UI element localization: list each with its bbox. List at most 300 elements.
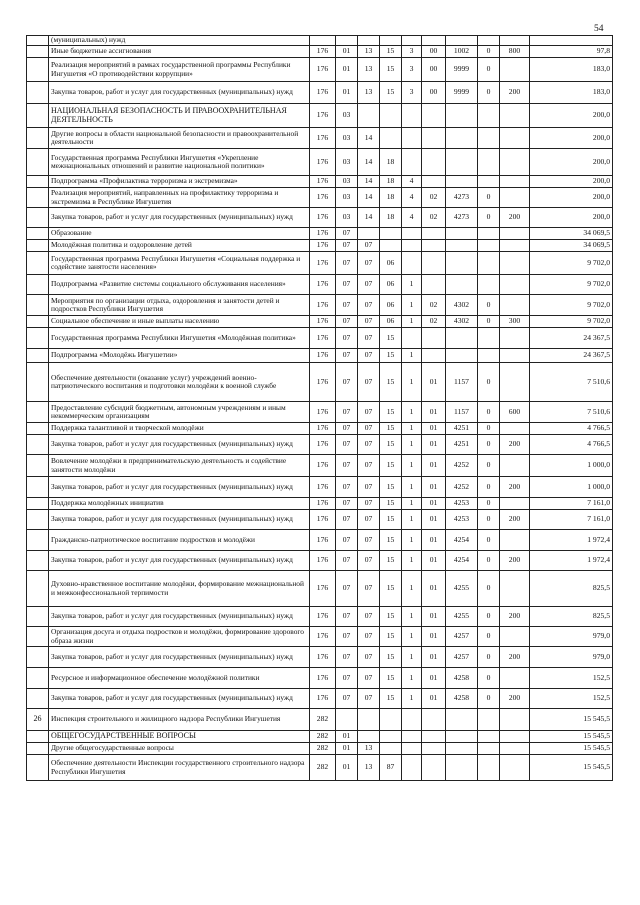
code-direction-cell <box>446 709 478 731</box>
code-subprogram-cell: 1 <box>402 607 422 627</box>
table-row <box>27 530 613 551</box>
item-name-cell: НАЦИОНАЛЬНАЯ БЕЗОПАСНОСТЬ И ПРАВООХРАНИТЕЛЬНАЯ ДЕЯТЕЛЬНОСТЬ <box>49 104 310 128</box>
code-subprogram-cell <box>402 240 422 252</box>
code-section-cell: 07 <box>336 668 358 689</box>
code-main-event-cell: 01 <box>422 510 446 530</box>
code-main-event-cell: 00 <box>422 58 446 82</box>
code-subsection-cell: 07 <box>358 647 380 668</box>
code-admin-cell: 282 <box>310 755 336 781</box>
table-row <box>27 551 613 571</box>
code-main-event-cell: 01 <box>422 607 446 627</box>
code-main-event-cell: 01 <box>422 363 446 402</box>
item-name-cell: Вовлечение молодёжи в предпринимательскую деятельность и содействие занятости молодёжи <box>49 455 310 477</box>
item-name-cell: Обеспечение деятельности (оказание услуг) учреждений военно-патриотического воспитания и подготовки молодёжи к военной службе <box>49 363 310 402</box>
code-admin-cell: 176 <box>310 477 336 498</box>
amount-cell: 200,0 <box>530 128 613 149</box>
code-program-cell: 15 <box>380 455 402 477</box>
code-program-cell: 15 <box>380 82 402 104</box>
code-admin-cell: 176 <box>310 689 336 709</box>
code-direction-cell: 4255 <box>446 607 478 627</box>
code-subsection-cell: 07 <box>358 607 380 627</box>
code-program-cell: 18 <box>380 208 402 228</box>
code-expense-type-cell: 800 <box>500 46 530 58</box>
code-extra-cell: 0 <box>478 571 500 607</box>
code-admin-cell: 176 <box>310 208 336 228</box>
code-expense-type-cell <box>500 627 530 647</box>
row-number-cell <box>27 82 49 104</box>
amount-cell: 9 702,0 <box>530 275 613 295</box>
table-row <box>27 402 613 423</box>
code-section-cell: 01 <box>336 731 358 743</box>
code-subprogram-cell: 1 <box>402 477 422 498</box>
code-admin-cell: 176 <box>310 530 336 551</box>
code-program-cell: 06 <box>380 295 402 316</box>
code-section-cell <box>336 709 358 731</box>
code-extra-cell: 0 <box>478 423 500 435</box>
amount-cell: 4 766,5 <box>530 423 613 435</box>
code-extra-cell <box>478 349 500 363</box>
code-admin-cell: 176 <box>310 423 336 435</box>
code-expense-type-cell <box>500 295 530 316</box>
page-number: 54 <box>594 24 604 34</box>
amount-cell: 200,0 <box>530 188 613 208</box>
table-row <box>27 607 613 627</box>
code-section-cell: 07 <box>336 316 358 328</box>
code-program-cell: 15 <box>380 689 402 709</box>
item-name-cell: Поддержка молодёжных инициатив <box>49 498 310 510</box>
code-section-cell: 01 <box>336 743 358 755</box>
amount-cell: 1 000,0 <box>530 477 613 498</box>
code-direction-cell <box>446 36 478 46</box>
code-extra-cell: 0 <box>478 188 500 208</box>
item-name-cell: Закупка товаров, работ и услуг для государственных (муниципальных) нужд <box>49 647 310 668</box>
amount-cell: 1 972,4 <box>530 551 613 571</box>
table-row <box>27 627 613 647</box>
code-admin-cell: 176 <box>310 104 336 128</box>
table-row <box>27 252 613 275</box>
budget-table <box>26 35 613 781</box>
code-subprogram-cell <box>402 228 422 240</box>
table-row <box>27 647 613 668</box>
code-admin-cell: 176 <box>310 82 336 104</box>
row-number-cell <box>27 128 49 149</box>
row-number-cell <box>27 530 49 551</box>
code-admin-cell: 176 <box>310 627 336 647</box>
item-name-cell: Инспекция строительного и жилищного надзора Республики Ингушетия <box>49 709 310 731</box>
code-admin-cell: 176 <box>310 176 336 188</box>
code-section-cell: 07 <box>336 477 358 498</box>
code-direction-cell: 4253 <box>446 510 478 530</box>
amount-cell: 152,5 <box>530 689 613 709</box>
code-expense-type-cell <box>500 455 530 477</box>
code-subsection-cell: 13 <box>358 743 380 755</box>
item-name-cell: Закупка товаров, работ и услуг для государственных (муниципальных) нужд <box>49 435 310 455</box>
code-program-cell: 15 <box>380 435 402 455</box>
amount-cell: 97,8 <box>530 46 613 58</box>
code-subprogram-cell <box>402 252 422 275</box>
code-subsection-cell: 07 <box>358 571 380 607</box>
code-direction-cell: 4254 <box>446 530 478 551</box>
code-expense-type-cell <box>500 104 530 128</box>
code-main-event-cell: 00 <box>422 82 446 104</box>
code-subsection-cell: 07 <box>358 328 380 349</box>
item-name-cell: Подпрограмма «Молодёжь Ингушетии» <box>49 349 310 363</box>
code-subprogram-cell: 1 <box>402 295 422 316</box>
code-subprogram-cell <box>402 36 422 46</box>
table-row <box>27 498 613 510</box>
row-number-cell <box>27 149 49 176</box>
code-expense-type-cell: 200 <box>500 435 530 455</box>
row-number-cell <box>27 571 49 607</box>
code-program-cell: 15 <box>380 607 402 627</box>
row-number-cell <box>27 36 49 46</box>
code-expense-type-cell: 200 <box>500 208 530 228</box>
code-expense-type-cell <box>500 498 530 510</box>
row-number-cell <box>27 435 49 455</box>
code-expense-type-cell: 600 <box>500 402 530 423</box>
code-subsection-cell: 07 <box>358 423 380 435</box>
amount-cell: 15 545,5 <box>530 755 613 781</box>
item-name-cell: Государственная программа Республики Ингушетия «Социальная поддержка и содействие занятости населения» <box>49 252 310 275</box>
amount-cell: 15 545,5 <box>530 709 613 731</box>
code-admin-cell: 282 <box>310 731 336 743</box>
code-program-cell: 15 <box>380 510 402 530</box>
code-expense-type-cell <box>500 149 530 176</box>
code-subsection-cell: 07 <box>358 668 380 689</box>
code-subprogram-cell: 3 <box>402 82 422 104</box>
code-expense-type-cell: 200 <box>500 607 530 627</box>
code-program-cell: 06 <box>380 316 402 328</box>
item-name-cell: Закупка товаров, работ и услуг для государственных (муниципальных) нужд <box>49 82 310 104</box>
row-number-cell <box>27 104 49 128</box>
amount-cell: 34 069,5 <box>530 228 613 240</box>
code-extra-cell <box>478 755 500 781</box>
code-admin-cell: 176 <box>310 363 336 402</box>
item-name-cell: Закупка товаров, работ и услуг для государственных (муниципальных) нужд <box>49 551 310 571</box>
table-row <box>27 58 613 82</box>
code-subsection-cell <box>358 36 380 46</box>
code-extra-cell <box>478 240 500 252</box>
row-number-cell <box>27 755 49 781</box>
row-number-cell <box>27 477 49 498</box>
code-subprogram-cell <box>402 709 422 731</box>
code-section-cell: 07 <box>336 252 358 275</box>
code-direction-cell <box>446 228 478 240</box>
code-subprogram-cell: 1 <box>402 530 422 551</box>
amount-cell: 200,0 <box>530 208 613 228</box>
code-program-cell: 15 <box>380 647 402 668</box>
code-program-cell: 15 <box>380 627 402 647</box>
code-subsection-cell: 14 <box>358 149 380 176</box>
code-main-event-cell: 01 <box>422 551 446 571</box>
code-direction-cell: 4273 <box>446 208 478 228</box>
code-direction-cell <box>446 104 478 128</box>
code-program-cell <box>380 228 402 240</box>
code-program-cell: 15 <box>380 328 402 349</box>
code-program-cell: 15 <box>380 402 402 423</box>
amount-cell: 15 545,5 <box>530 731 613 743</box>
item-name-cell: Подпрограмма «Профилактика терроризма и экстремизма» <box>49 176 310 188</box>
code-subsection-cell <box>358 228 380 240</box>
code-subsection-cell: 07 <box>358 510 380 530</box>
code-main-event-cell: 01 <box>422 402 446 423</box>
code-program-cell <box>380 128 402 149</box>
code-direction-cell <box>446 349 478 363</box>
code-subprogram-cell: 4 <box>402 208 422 228</box>
row-number-cell <box>27 743 49 755</box>
code-main-event-cell <box>422 709 446 731</box>
table-row <box>27 423 613 435</box>
code-main-event-cell: 01 <box>422 435 446 455</box>
code-subsection-cell: 07 <box>358 349 380 363</box>
code-main-event-cell: 02 <box>422 295 446 316</box>
code-main-event-cell: 02 <box>422 188 446 208</box>
item-name-cell: Социальное обеспечение и иные выплаты населению <box>49 316 310 328</box>
code-admin-cell: 176 <box>310 46 336 58</box>
amount-cell: 9 702,0 <box>530 252 613 275</box>
code-subprogram-cell <box>402 743 422 755</box>
item-name-cell: Молодёжная политика и оздоровление детей <box>49 240 310 252</box>
code-extra-cell: 0 <box>478 647 500 668</box>
code-program-cell: 15 <box>380 58 402 82</box>
code-expense-type-cell: 200 <box>500 82 530 104</box>
code-expense-type-cell <box>500 328 530 349</box>
code-program-cell: 15 <box>380 46 402 58</box>
code-subprogram-cell: 1 <box>402 571 422 607</box>
code-section-cell: 07 <box>336 647 358 668</box>
code-program-cell: 06 <box>380 252 402 275</box>
code-direction-cell: 9999 <box>446 58 478 82</box>
item-name-cell: Закупка товаров, работ и услуг для государственных (муниципальных) нужд <box>49 607 310 627</box>
amount-cell: 1 000,0 <box>530 455 613 477</box>
code-subsection-cell: 07 <box>358 689 380 709</box>
item-name-cell: Закупка товаров, работ и услуг для государственных (муниципальных) нужд <box>49 208 310 228</box>
code-program-cell: 18 <box>380 188 402 208</box>
code-expense-type-cell <box>500 58 530 82</box>
item-name-cell: Государственная программа Республики Ингушетия «Укрепление межнациональных отношений и развитие национальной политики» <box>49 149 310 176</box>
item-name-cell: Предоставление субсидий бюджетным, автономным учреждениям и иным некоммерческим организациям <box>49 402 310 423</box>
code-expense-type-cell <box>500 349 530 363</box>
code-main-event-cell <box>422 328 446 349</box>
row-number-cell <box>27 423 49 435</box>
code-subsection-cell <box>358 731 380 743</box>
amount-cell: 200,0 <box>530 104 613 128</box>
amount-cell: 825,5 <box>530 607 613 627</box>
code-extra-cell: 0 <box>478 208 500 228</box>
code-section-cell: 01 <box>336 82 358 104</box>
code-extra-cell: 0 <box>478 58 500 82</box>
item-name-cell: Закупка товаров, работ и услуг для государственных (муниципальных) нужд <box>49 477 310 498</box>
code-subprogram-cell: 1 <box>402 689 422 709</box>
code-expense-type-cell: 300 <box>500 316 530 328</box>
code-main-event-cell <box>422 104 446 128</box>
code-subprogram-cell: 1 <box>402 551 422 571</box>
code-section-cell: 03 <box>336 208 358 228</box>
item-name-cell: Закупка товаров, работ и услуг для государственных (муниципальных) нужд <box>49 689 310 709</box>
table-row <box>27 455 613 477</box>
code-subsection-cell: 07 <box>358 240 380 252</box>
code-expense-type-cell: 200 <box>500 551 530 571</box>
code-main-event-cell <box>422 731 446 743</box>
row-number-cell <box>27 228 49 240</box>
code-admin-cell: 176 <box>310 275 336 295</box>
code-admin-cell: 176 <box>310 128 336 149</box>
code-direction-cell <box>446 755 478 781</box>
code-subprogram-cell: 1 <box>402 647 422 668</box>
code-admin-cell: 176 <box>310 349 336 363</box>
code-expense-type-cell <box>500 252 530 275</box>
code-admin-cell: 176 <box>310 58 336 82</box>
table-row <box>27 477 613 498</box>
code-subprogram-cell: 1 <box>402 510 422 530</box>
amount-cell: 825,5 <box>530 571 613 607</box>
row-number-cell <box>27 551 49 571</box>
table-row <box>27 328 613 349</box>
code-section-cell: 07 <box>336 571 358 607</box>
code-program-cell: 18 <box>380 149 402 176</box>
item-name-cell: Подпрограмма «Развитие системы социального обслуживания населения» <box>49 275 310 295</box>
code-expense-type-cell <box>500 743 530 755</box>
code-expense-type-cell <box>500 188 530 208</box>
code-subprogram-cell: 1 <box>402 349 422 363</box>
code-subsection-cell: 07 <box>358 316 380 328</box>
code-direction-cell: 4254 <box>446 551 478 571</box>
code-direction-cell: 4302 <box>446 316 478 328</box>
table-row <box>27 188 613 208</box>
code-direction-cell: 4273 <box>446 188 478 208</box>
code-direction-cell <box>446 252 478 275</box>
amount-cell: 9 702,0 <box>530 295 613 316</box>
code-program-cell: 15 <box>380 551 402 571</box>
row-number-cell <box>27 402 49 423</box>
code-program-cell: 15 <box>380 423 402 435</box>
table-row <box>27 82 613 104</box>
table-row <box>27 755 613 781</box>
amount-cell <box>530 36 613 46</box>
code-direction-cell: 4258 <box>446 668 478 689</box>
code-main-event-cell <box>422 149 446 176</box>
code-direction-cell: 4258 <box>446 689 478 709</box>
code-extra-cell <box>478 709 500 731</box>
code-subsection-cell: 14 <box>358 188 380 208</box>
row-number-cell: 26 <box>27 709 49 731</box>
code-main-event-cell <box>422 240 446 252</box>
code-subprogram-cell <box>402 328 422 349</box>
code-program-cell: 15 <box>380 477 402 498</box>
table-row <box>27 316 613 328</box>
code-section-cell: 07 <box>336 275 358 295</box>
code-direction-cell: 4257 <box>446 627 478 647</box>
code-extra-cell: 0 <box>478 530 500 551</box>
amount-cell: 7 161,0 <box>530 498 613 510</box>
code-expense-type-cell <box>500 363 530 402</box>
table-row <box>27 36 613 46</box>
item-name-cell: Образование <box>49 228 310 240</box>
code-admin-cell: 176 <box>310 328 336 349</box>
row-number-cell <box>27 647 49 668</box>
code-expense-type-cell: 200 <box>500 477 530 498</box>
code-extra-cell: 0 <box>478 668 500 689</box>
code-main-event-cell <box>422 176 446 188</box>
code-direction-cell <box>446 149 478 176</box>
code-expense-type-cell <box>500 423 530 435</box>
code-main-event-cell: 01 <box>422 530 446 551</box>
code-expense-type-cell <box>500 228 530 240</box>
code-direction-cell <box>446 328 478 349</box>
code-subsection-cell: 07 <box>358 498 380 510</box>
code-main-event-cell: 01 <box>422 647 446 668</box>
row-number-cell <box>27 295 49 316</box>
table-row <box>27 128 613 149</box>
code-extra-cell: 0 <box>478 627 500 647</box>
amount-cell: 979,0 <box>530 647 613 668</box>
code-section-cell: 07 <box>336 228 358 240</box>
code-admin-cell: 176 <box>310 228 336 240</box>
amount-cell: 152,5 <box>530 668 613 689</box>
code-extra-cell <box>478 252 500 275</box>
code-direction-cell: 4255 <box>446 571 478 607</box>
row-number-cell <box>27 363 49 402</box>
table-row <box>27 228 613 240</box>
code-subprogram-cell <box>402 149 422 176</box>
code-main-event-cell <box>422 349 446 363</box>
code-main-event-cell <box>422 755 446 781</box>
code-subsection-cell: 07 <box>358 530 380 551</box>
code-main-event-cell: 01 <box>422 477 446 498</box>
code-subsection-cell <box>358 104 380 128</box>
row-number-cell <box>27 607 49 627</box>
code-section-cell: 01 <box>336 755 358 781</box>
code-extra-cell <box>478 228 500 240</box>
code-extra-cell <box>478 104 500 128</box>
amount-cell: 15 545,5 <box>530 743 613 755</box>
code-expense-type-cell <box>500 275 530 295</box>
item-name-cell: Обеспечение деятельности Инспекции государственного строительного надзора Республики Ингушетия <box>49 755 310 781</box>
code-program-cell: 18 <box>380 176 402 188</box>
table-row <box>27 571 613 607</box>
code-section-cell: 07 <box>336 328 358 349</box>
code-section-cell: 01 <box>336 46 358 58</box>
table-row <box>27 104 613 128</box>
row-number-cell <box>27 731 49 743</box>
code-section-cell: 07 <box>336 435 358 455</box>
code-expense-type-cell: 200 <box>500 510 530 530</box>
code-extra-cell <box>478 176 500 188</box>
row-number-cell <box>27 176 49 188</box>
code-expense-type-cell: 200 <box>500 647 530 668</box>
code-direction-cell <box>446 240 478 252</box>
code-direction-cell: 4251 <box>446 435 478 455</box>
code-subprogram-cell: 3 <box>402 58 422 82</box>
code-section-cell: 07 <box>336 498 358 510</box>
code-subsection-cell: 07 <box>358 275 380 295</box>
item-name-cell: Другие общегосударственные вопросы <box>49 743 310 755</box>
amount-cell: 7 161,0 <box>530 510 613 530</box>
code-extra-cell <box>478 328 500 349</box>
amount-cell: 34 069,5 <box>530 240 613 252</box>
table-row <box>27 689 613 709</box>
code-subprogram-cell: 1 <box>402 627 422 647</box>
code-admin-cell: 176 <box>310 647 336 668</box>
code-section-cell: 07 <box>336 627 358 647</box>
code-main-event-cell: 01 <box>422 455 446 477</box>
row-number-cell <box>27 275 49 295</box>
code-extra-cell: 0 <box>478 510 500 530</box>
code-extra-cell: 0 <box>478 551 500 571</box>
code-program-cell <box>380 709 402 731</box>
code-main-event-cell <box>422 743 446 755</box>
code-direction-cell: 4302 <box>446 295 478 316</box>
